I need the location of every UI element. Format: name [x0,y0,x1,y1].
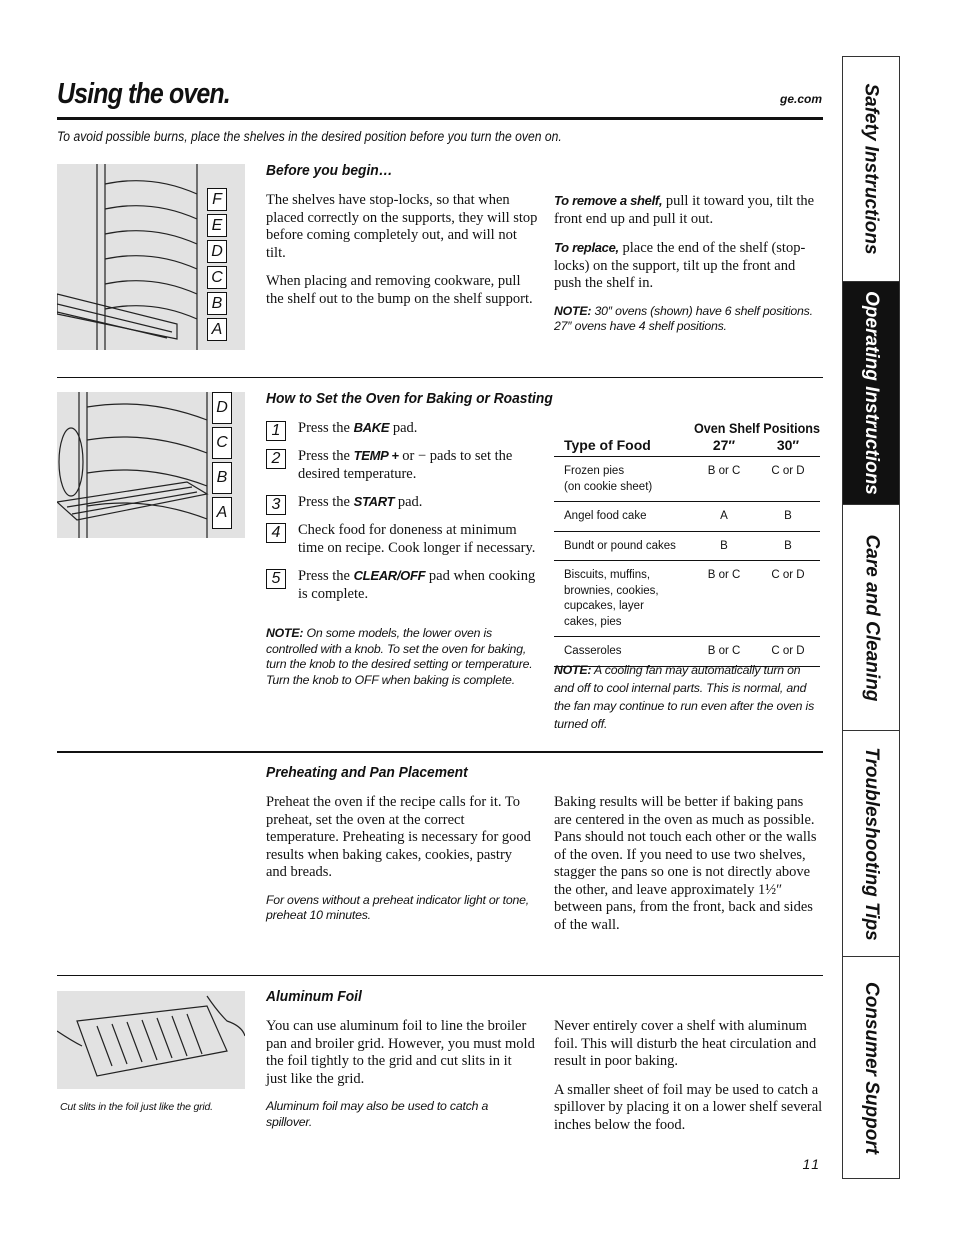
shelf-30-cell: C or D [771,465,805,477]
remove-shelf-text: pull it toward you, tilt the front end up and pull it out. [554,193,815,227]
preheat-col-left [266,794,536,924]
tab-care-and-cleaning[interactable]: Care and Cleaning [843,505,899,731]
food-cell: Angel food cake [564,510,647,522]
shelf-label: D [212,392,232,424]
table-row [554,532,820,562]
shelf-label: C [207,266,227,289]
baking-heading: How to Set the Oven for Baking or Roasting [266,390,553,407]
step-key-name: TEMP + [353,448,399,463]
shelf-label: E [207,214,227,237]
site-url[interactable]: ge.com [779,92,822,106]
shelf-labels-before [207,188,231,344]
preheat-col-right [554,794,824,945]
foil-paragraph-1: You can use aluminum foil to line the broiler pan and broiler grid. However, you must mold the foil tightly to the grid and cut slits in it just like the grid. [266,1018,535,1087]
foil-note: Aluminum foil may also be used to catch a spillover. [266,1099,489,1129]
shelf-label: C [212,427,232,459]
divider-3 [57,975,823,976]
shelf-27-cell: B [720,539,728,552]
cooling-note-lead: NOTE: [554,663,592,677]
remove-shelf-lead: To remove a shelf, [554,193,663,208]
baking-steps [266,419,536,613]
title-rule [57,117,823,120]
food-cell: Casseroles [564,645,622,657]
step-text-post: pad. [389,420,418,436]
shelf-30-cell: C or D [771,645,805,657]
shelf-30-cell: B [784,510,792,522]
before-col-left [266,192,538,319]
step-text-post: pad when cooking is complete. [298,568,536,602]
divider-1 [57,377,823,378]
shelf-27-cell: A [720,510,728,522]
baking-step [266,493,536,511]
cooling-note-text: A cooling fan may automatically turn on and off to cool internal parts. This is normal, and the fan may continue to run even after the oven is turned off. [554,663,815,731]
tab-troubleshooting-tips[interactable]: Troubleshooting Tips [843,731,899,957]
step-key-name: BAKE [353,420,390,435]
shelf-30-cell: B [784,539,792,552]
step-number: 5 [266,569,286,589]
shelf-label: A [212,497,232,529]
shelf-label: B [212,462,232,494]
preheat-paragraph: Preheat the oven if the recipe calls for it. To preheat, set the oven at the correct temperature. Preheating is necessary for good results when baking cakes, cookies, pastry and breads. [266,794,531,880]
step-number: 3 [266,495,286,515]
foil-col-right [554,1018,824,1145]
step-key-name: START [353,494,395,509]
baking-note-text: On some models, the lower oven is controlled with a knob. To set the oven for baking, turn the knob to the desired setting or temperature. Turn the knob to OFF when baking is complete. [266,626,533,687]
before-paragraph-2: When placing and removing cookware, pull the shelf out to the bump on the shelf support. [266,273,533,307]
shelf-27-cell: B or C [707,569,741,581]
step-text-pre: Press the [298,494,354,510]
shelf-27-cell: B or C [707,465,741,477]
preheat-heading: Preheating and Pan Placement [266,764,468,781]
foil-col-left [266,1018,536,1130]
shelf-label: B [207,292,227,315]
food-cell: Bundt or pound cakes [564,539,676,552]
shelf-30-cell: C or D [771,569,805,581]
food-cell: Frozen pies (on cookie sheet) [564,465,653,493]
step-number: 4 [266,523,286,543]
step-key-name: CLEAR/OFF [353,568,426,583]
baking-note-lead: NOTE: [266,626,304,640]
intro-text: To avoid possible burns, place the shelves in the desired position before you turn the oven on. [57,129,562,144]
shelf-27-cell: B or C [707,645,741,657]
step-text-pre: Check food for doneness at minimum time on recipe. Cook longer if necessary. [298,522,536,556]
shelf-position-table [554,420,820,667]
foil-paragraph-3: A smaller sheet of foil may be used to catch a spillover by placing it on a lower shelf several inches below the food. [554,1081,823,1133]
table-row [554,561,820,637]
table-header-27: 27″ [712,437,736,453]
tab-operating-instructions[interactable]: Operating Instructions [843,282,899,505]
step-text-pre: Press the [298,448,354,464]
shelf-label: F [207,188,227,211]
tab-consumer-support[interactable]: Consumer Support [861,981,882,1154]
step-text-post: or − pads to set the desired temperature. [298,448,513,482]
preheat-note: For ovens without a preheat indicator light or tone, preheat 10 minutes. [266,892,530,923]
foil-heading: Aluminum Foil [266,988,362,1005]
section-tabs [842,56,900,1179]
step-number: 1 [266,421,286,441]
baking-step [266,567,536,603]
shelf-labels-baking [212,392,236,532]
step-text-pre: Press the [298,420,354,436]
page-number: 11 [802,1156,821,1172]
page-title: Using the oven. [57,78,230,110]
replace-shelf-text: place the end of the shelf (stop-locks) on the support, tilt up the front and push the shelf in. [554,240,806,291]
shelf-label: A [207,318,227,341]
baking-step [266,447,536,483]
foil-caption: Cut slits in the foil just like the grid. [60,1101,213,1113]
table-row [554,502,820,532]
step-number: 2 [266,449,286,469]
foil-grid-illustration [57,991,245,1089]
step-text-post: pad. [394,494,423,510]
table-header-row [554,436,820,457]
cooling-fan-note [554,661,822,733]
before-heading: Before you begin… [266,162,393,179]
table-top-header: Oven Shelf Positions [693,420,820,436]
divider-2 [57,751,823,753]
before-note-lead: NOTE: [554,303,592,318]
tab-safety-instructions[interactable]: Safety Instructions [843,57,899,282]
baking-note [266,626,534,688]
pan-placement-paragraph: Baking results will be better if baking pans are centered in the oven as much as possible. Pans should not touch each other or the walls of the oven. If you need to use two shelves, stagger the pans so one is not directly above the other, and leave approximately 1½″ between pans, from the front, back and sides of the wall. [554,794,817,933]
step-text-pre: Press the [298,568,354,584]
before-note-text: 30″ ovens (shown) have 6 shelf positions. 27″ ovens have 4 shelf positions. [554,303,813,334]
table-row [554,457,820,502]
baking-step [266,521,536,557]
food-cell: Biscuits, muffins, brownies, cookies, cupcakes, layer cakes, pies [564,569,659,628]
table-header-food: Type of Food [564,437,651,453]
before-paragraph-1: The shelves have stop-locks, so that when placed correctly on the supports, they will stop before coming completely out, and will not tilt. [266,192,538,261]
table-header-30: 30″ [776,437,800,453]
baking-step [266,419,536,437]
shelf-label: D [207,240,227,263]
foil-paragraph-2: Never entirely cover a shelf with aluminum foil. This will disturb the heat circulation and result in poor baking. [554,1018,817,1069]
replace-shelf-lead: To replace, [554,240,619,255]
before-col-right [554,192,824,335]
